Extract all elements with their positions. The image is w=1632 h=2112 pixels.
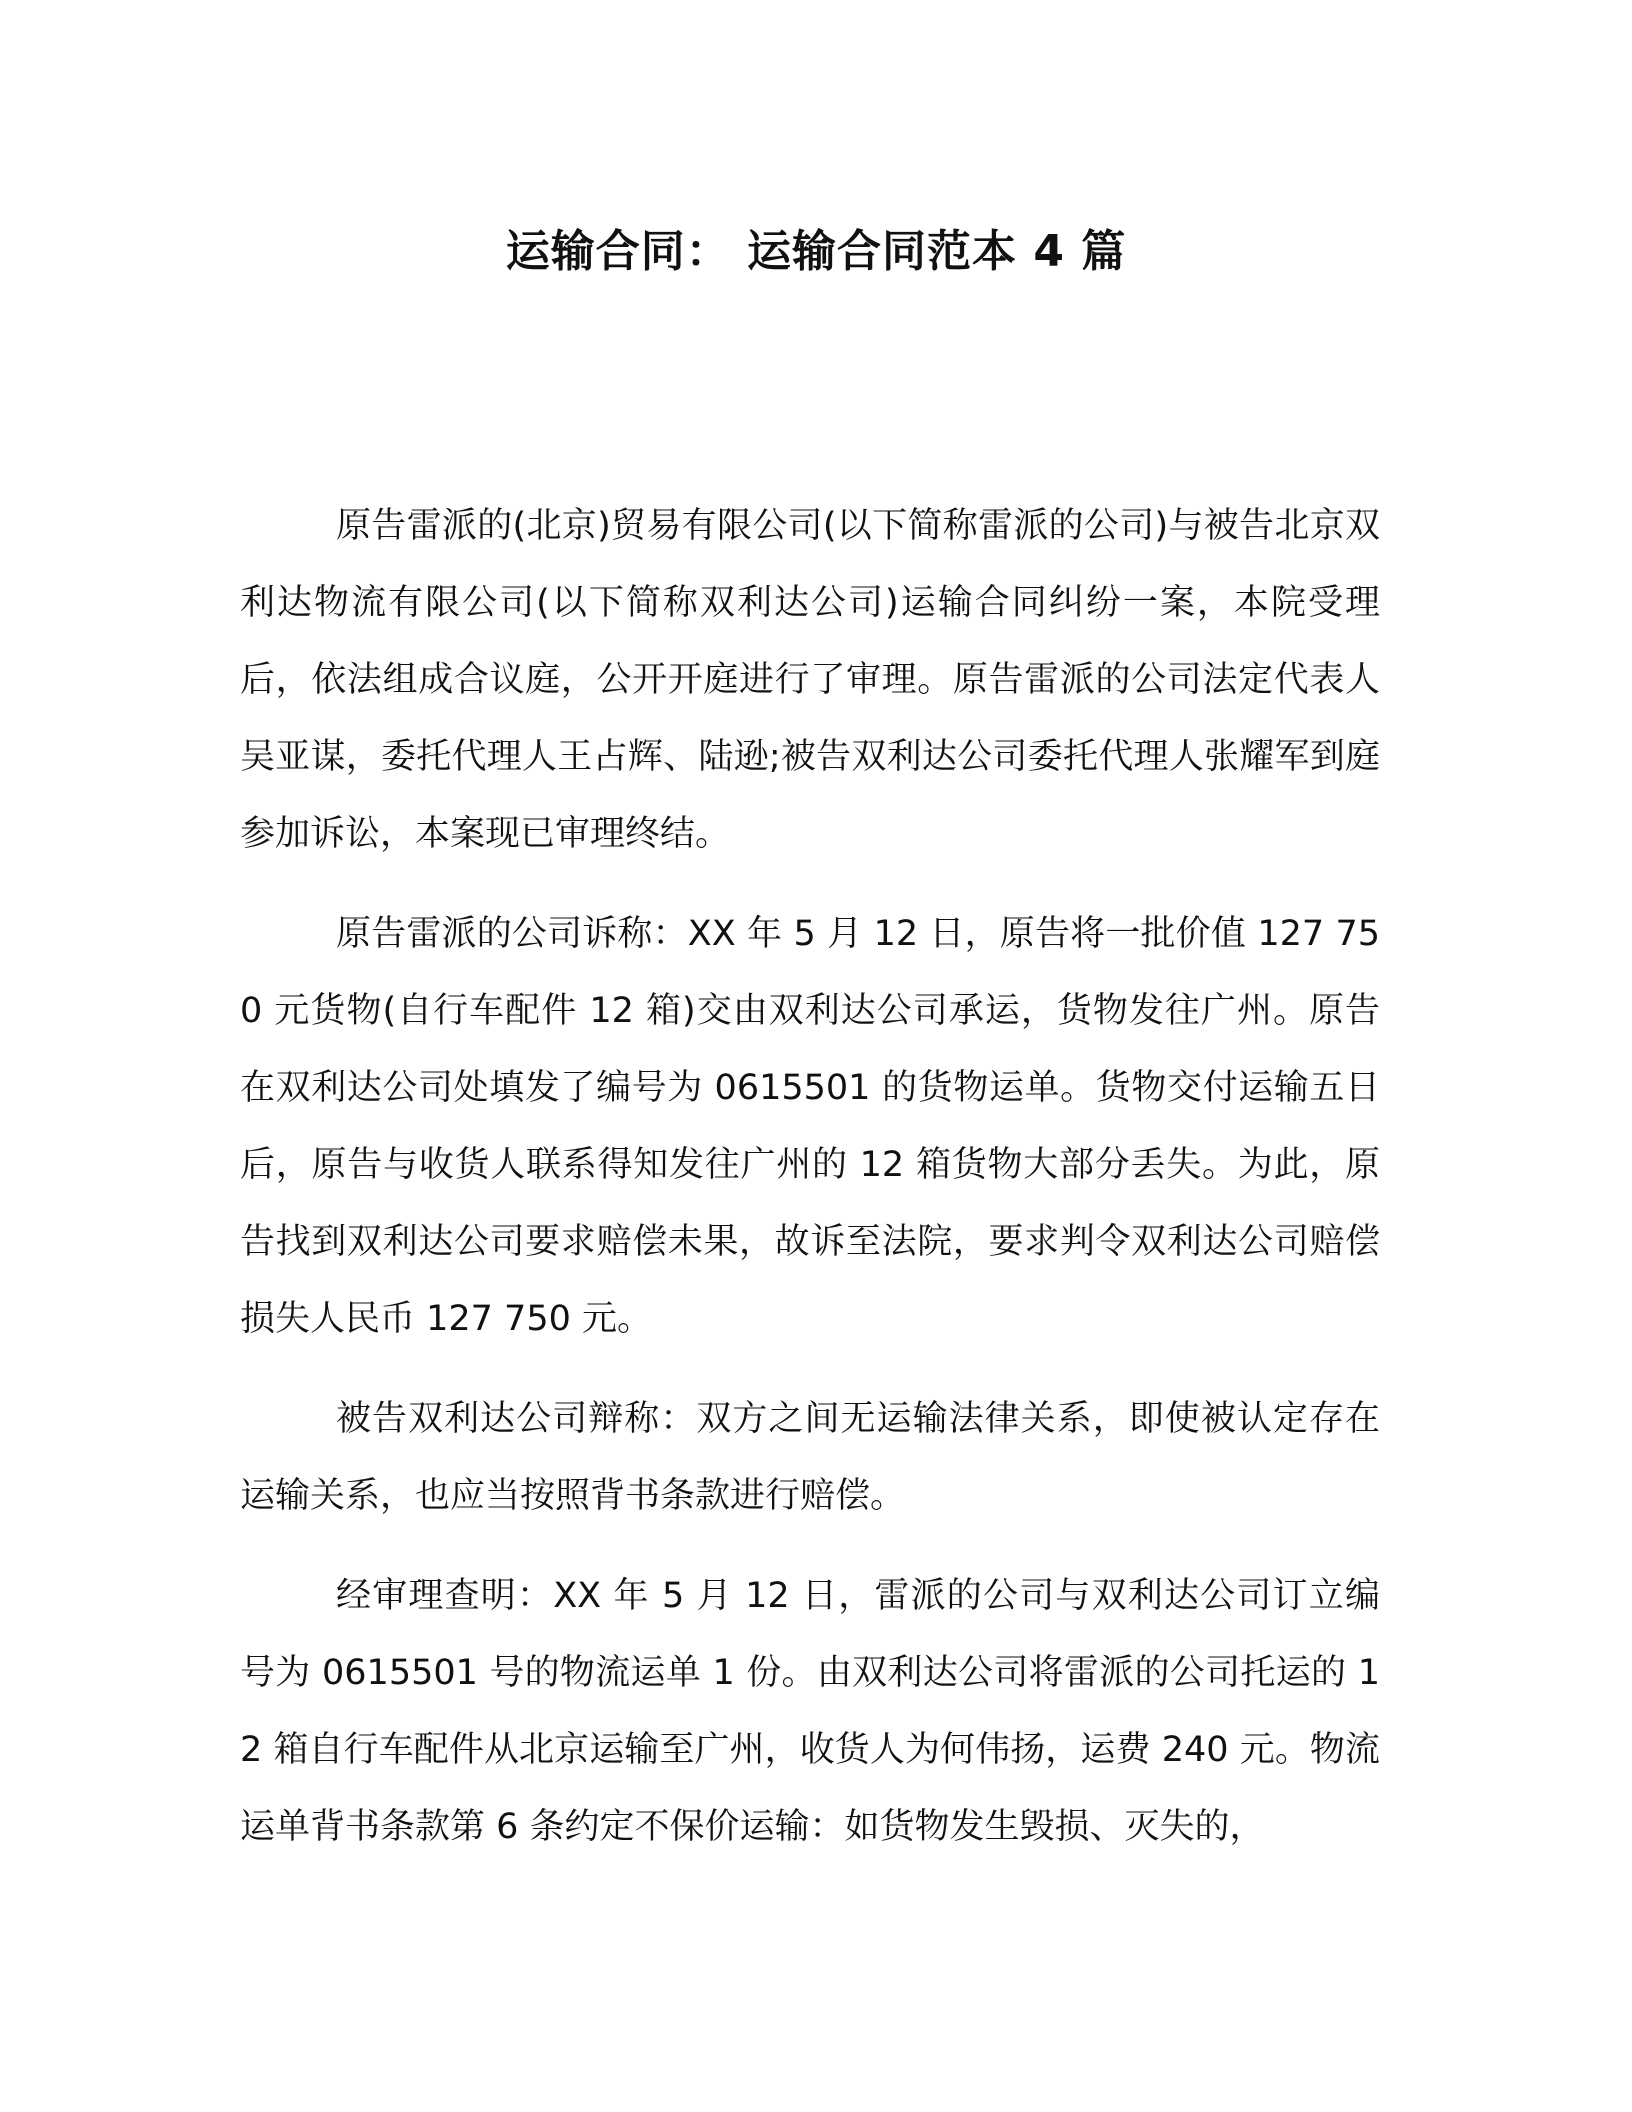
paragraph-facts-found: 经审理查明：XX 年 5 月 12 日，雷派的公司与双利达公司订立编号为 0615501 号的物流运单 1 份。由双利达公司将雷派的公司托运的 12 箱自行车配件从北京运输至广州，收货人为何伟扬，运费 240 元。物流运单背书条款第 6 条约定不保价运输：如货物发生毁损、灭失的， bbox=[240, 1576, 1380, 1847]
document-title: 运输合同： 运输合同范本 4 篇 bbox=[505, 226, 1127, 277]
paragraph-plaintiff-claim: 原告雷派的公司诉称：XX 年 5 月 12 日，原告将一批价值 127 750 元货物(自行车配件 12 箱)交由双利达公司承运，货物发往广州。原告在双利达公司处填发了编号为 0615501 的货物运单。货物交付运输五日后，原告与收货人联系得知发往广州的 12 箱货物大部分丢失。为此，原告找到双利达公司要求赔偿未果，故诉至法院，要求判令双利达公司赔偿损失人民币 127 750 元。 bbox=[240, 914, 1380, 1339]
paragraph-defendant-defense: 被告双利达公司辩称：双方之间无运输法律关系，即使被认定存在运输关系，也应当按照背书条款进行赔偿。 bbox=[240, 1399, 1380, 1516]
paragraph-plaintiff-intro: 原告雷派的(北京)贸易有限公司(以下简称雷派的公司)与被告北京双利达物流有限公司(以下简称双利达公司)运输合同纠纷一案，本院受理后，依法组成合议庭，公开开庭进行了审理。原告雷派的公司法定代表人吴亚谋，委托代理人王占辉、陆逊;被告双利达公司委托代理人张耀军到庭参加诉讼，本案现已审理终结。 bbox=[240, 506, 1380, 854]
document-body bbox=[240, 488, 1380, 1889]
